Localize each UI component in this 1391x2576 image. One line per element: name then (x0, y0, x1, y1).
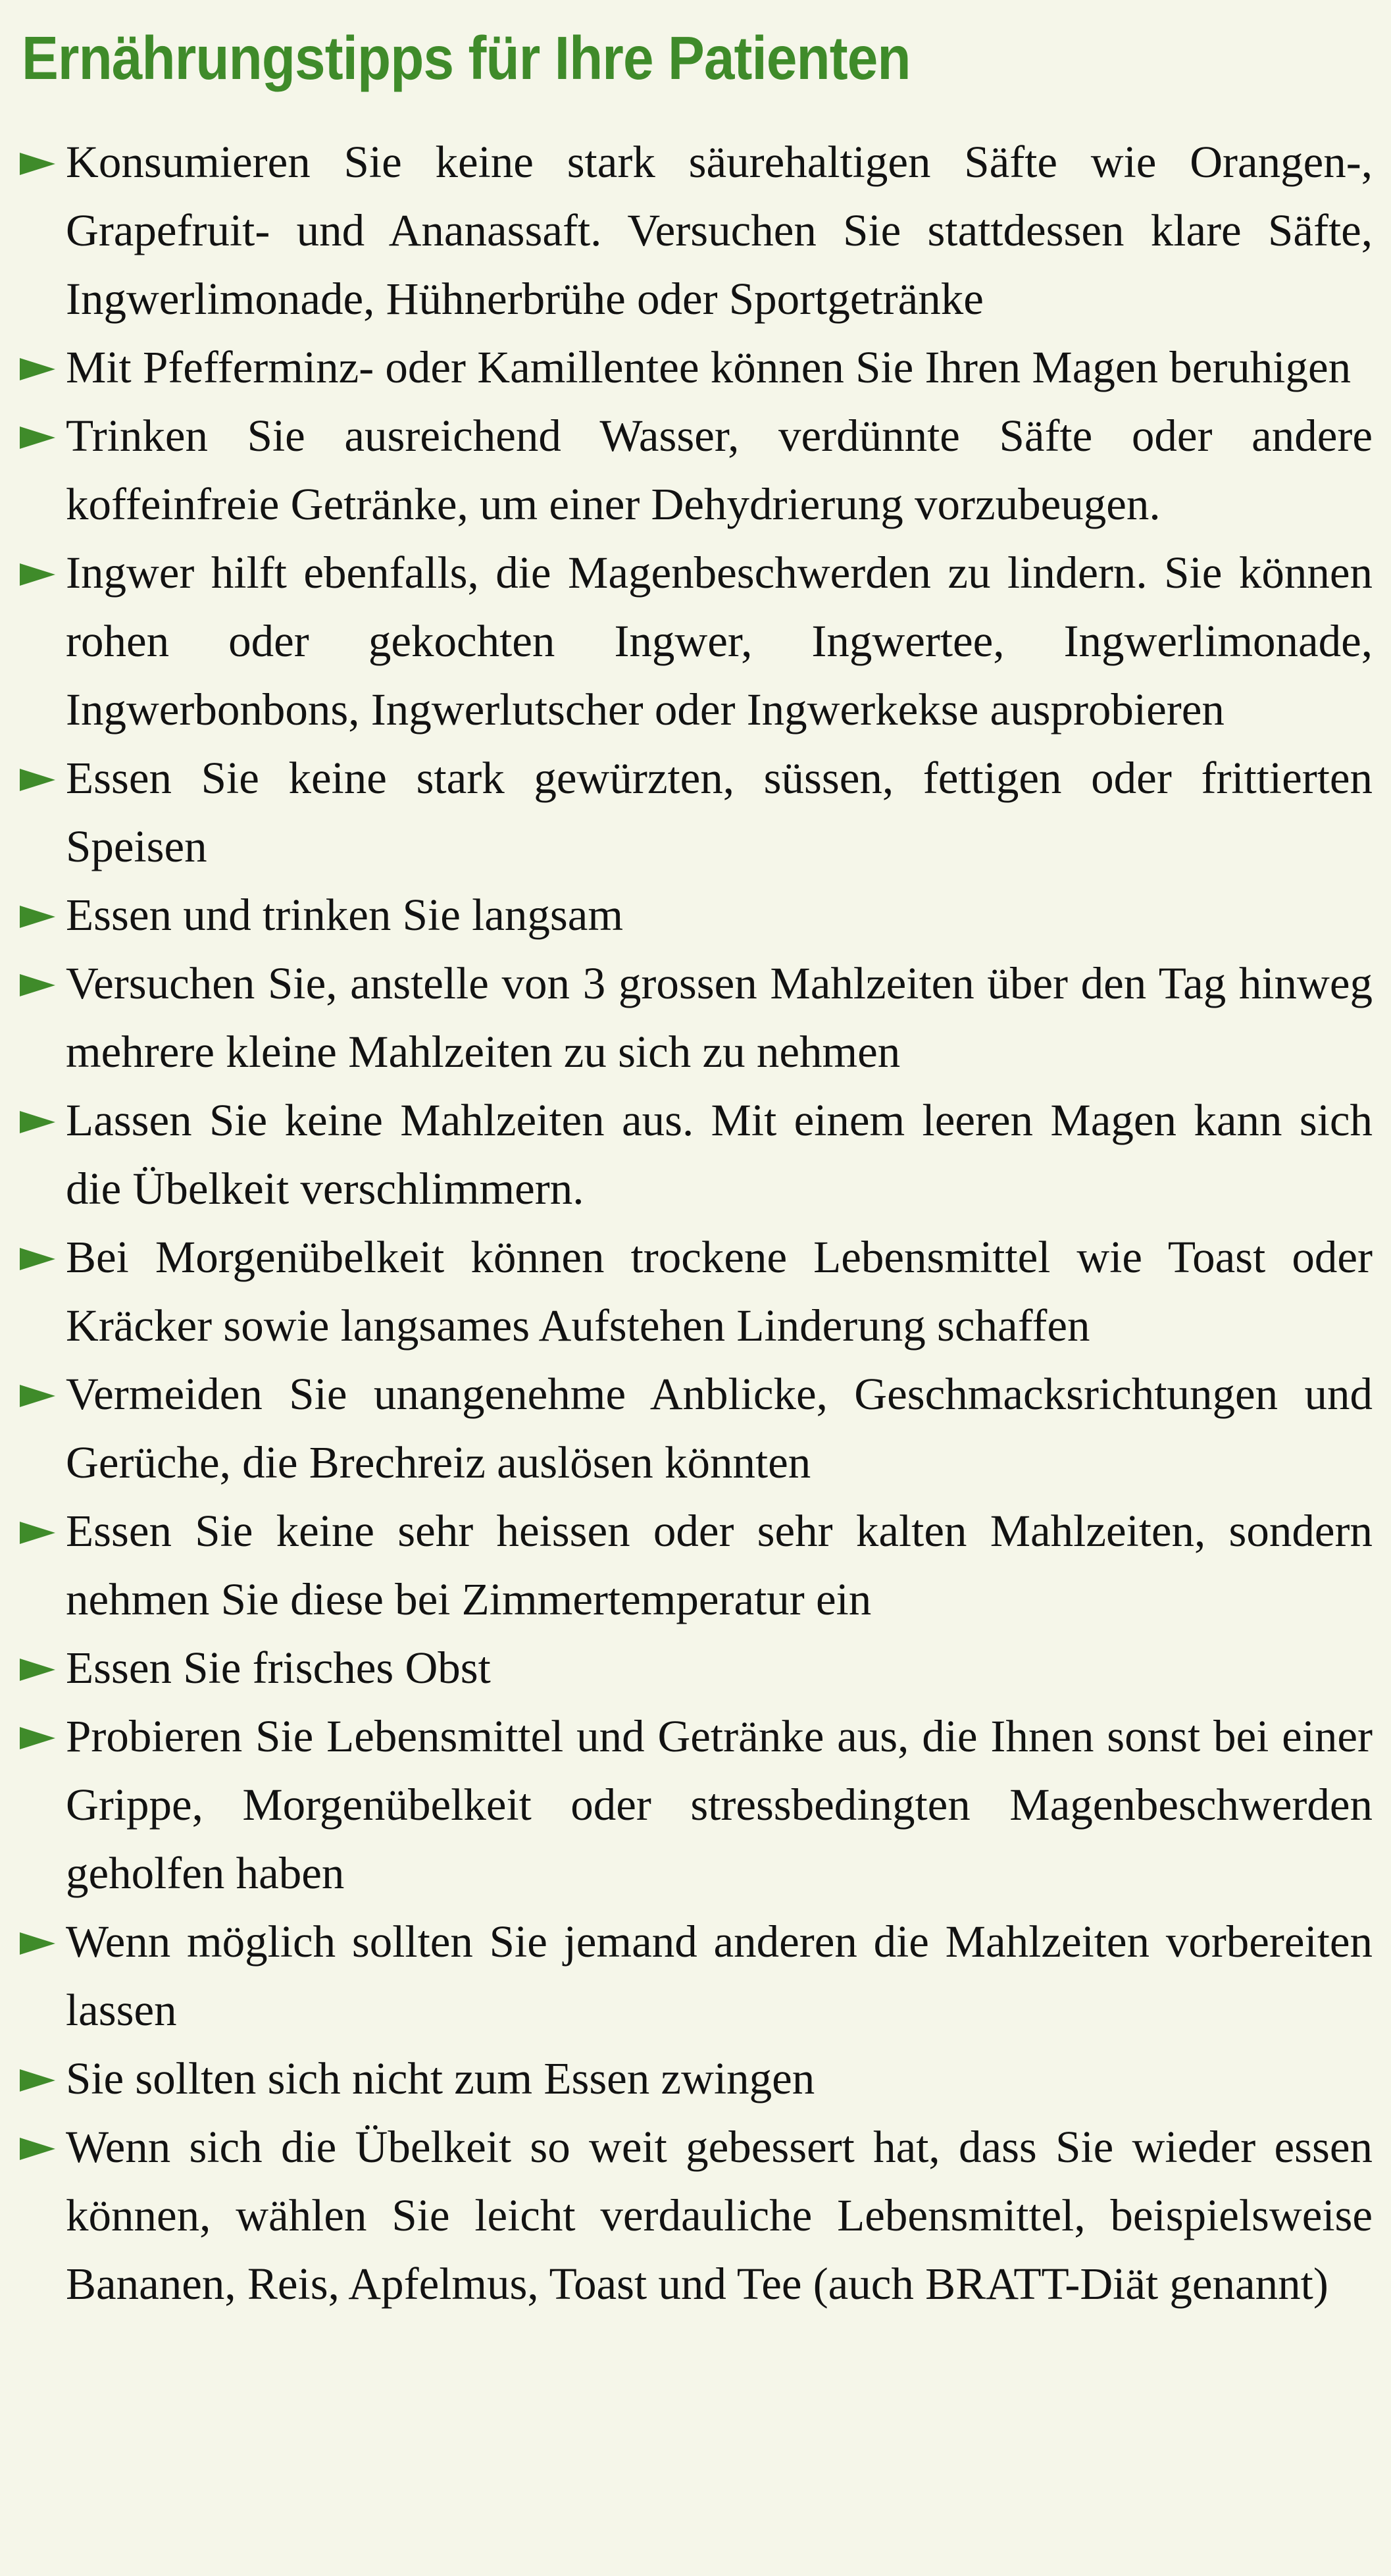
list-item (66, 538, 1373, 744)
triangle-bullet-icon (20, 769, 55, 791)
triangle-bullet-icon (20, 1111, 55, 1133)
tip-text: Essen Sie frisches Obst (66, 1643, 491, 1693)
tip-text: Wenn sich die Übelkeit so weit gebessert hat, dass Sie wieder essen können, wählen Sie leicht verdauliche Lebensmittel, beispielsweise Bananen, Reis, Apfelmus, Toast und Tee (auch BRATT-Diät genannt) (66, 2122, 1373, 2309)
list-item (66, 1907, 1373, 2044)
triangle-bullet-icon (20, 358, 55, 380)
triangle-bullet-icon (20, 1522, 55, 1544)
list-item (66, 1223, 1373, 1360)
tip-text: Vermeiden Sie unangenehme Anblicke, Geschmacksrichtungen und Gerüche, die Brechreiz auslösen könnten (66, 1369, 1373, 1488)
list-item (66, 1634, 1373, 1702)
tip-text: Essen und trinken Sie langsam (66, 890, 624, 940)
list-item (66, 2113, 1373, 2318)
triangle-bullet-icon (20, 563, 55, 586)
list-item (66, 949, 1373, 1086)
tips-list (66, 128, 1373, 2318)
tip-text: Trinken Sie ausreichend Wasser, verdünnte Säfte oder andere koffeinfreie Getränke, um einer Dehydrierung vorzubeugen. (66, 411, 1373, 530)
triangle-bullet-icon (20, 906, 55, 928)
tip-text: Bei Morgenübelkeit können trockene Lebensmittel wie Toast oder Kräcker sowie langsames Aufstehen Linderung schaffen (66, 1232, 1373, 1351)
list-item (66, 1497, 1373, 1634)
triangle-bullet-icon (20, 1248, 55, 1270)
tip-text: Wenn möglich sollten Sie jemand anderen die Mahlzeiten vorbereiten lassen (66, 1917, 1373, 2036)
tip-text: Sie sollten sich nicht zum Essen zwingen (66, 2053, 815, 2104)
tip-text: Probieren Sie Lebensmittel und Getränke aus, die Ihnen sonst bei einer Grippe, Morgenübelkeit oder stressbedingten Magenbeschwerden geholfen haben (66, 1711, 1373, 1899)
triangle-bullet-icon (20, 2138, 55, 2160)
triangle-bullet-icon (20, 426, 55, 449)
tip-text: Konsumieren Sie keine stark säurehaltigen Säfte wie Orangen-, Grapefruit- und Ananassaft. Versuchen Sie stattdessen klare Säfte, Ingwerlimonade, Hühnerbrühe oder Sportgetränke (66, 137, 1373, 324)
triangle-bullet-icon (20, 153, 55, 175)
tip-text: Essen Sie keine stark gewürzten, süssen, fettigen oder frittierten Speisen (66, 753, 1373, 872)
tip-text: Versuchen Sie, anstelle von 3 grossen Mahlzeiten über den Tag hinweg mehrere kleine Mahlzeiten zu sich zu nehmen (66, 958, 1373, 1077)
triangle-bullet-icon (20, 974, 55, 996)
list-item (66, 1360, 1373, 1497)
tip-text: Essen Sie keine sehr heissen oder sehr kalten Mahlzeiten, sondern nehmen Sie diese bei Zimmertemperatur ein (66, 1506, 1373, 1625)
page-title: Ernährungstipps für Ihre Patienten (22, 24, 911, 92)
list-item (66, 1086, 1373, 1223)
triangle-bullet-icon (20, 1932, 55, 1955)
list-item (66, 2044, 1373, 2113)
list-item (66, 128, 1373, 333)
tip-text: Lassen Sie keine Mahlzeiten aus. Mit einem leeren Magen kann sich die Übelkeit verschlimmern. (66, 1095, 1373, 1214)
tip-text: Mit Pfefferminz- oder Kamillentee können Sie Ihren Magen beruhigen (66, 342, 1352, 393)
triangle-bullet-icon (20, 1385, 55, 1407)
list-item (66, 1702, 1373, 1907)
list-item (66, 881, 1373, 949)
list-item (66, 744, 1373, 881)
triangle-bullet-icon (20, 2069, 55, 2092)
list-item (66, 333, 1373, 401)
list-item (66, 401, 1373, 538)
triangle-bullet-icon (20, 1727, 55, 1749)
tip-text: Ingwer hilft ebenfalls, die Magenbeschwerden zu lindern. Sie können rohen oder gekochten Ingwer, Ingwertee, Ingwerlimonade, Ingwerbonbons, Ingwerlutscher oder Ingwerkekse ausprobieren (66, 548, 1373, 735)
triangle-bullet-icon (20, 1659, 55, 1681)
